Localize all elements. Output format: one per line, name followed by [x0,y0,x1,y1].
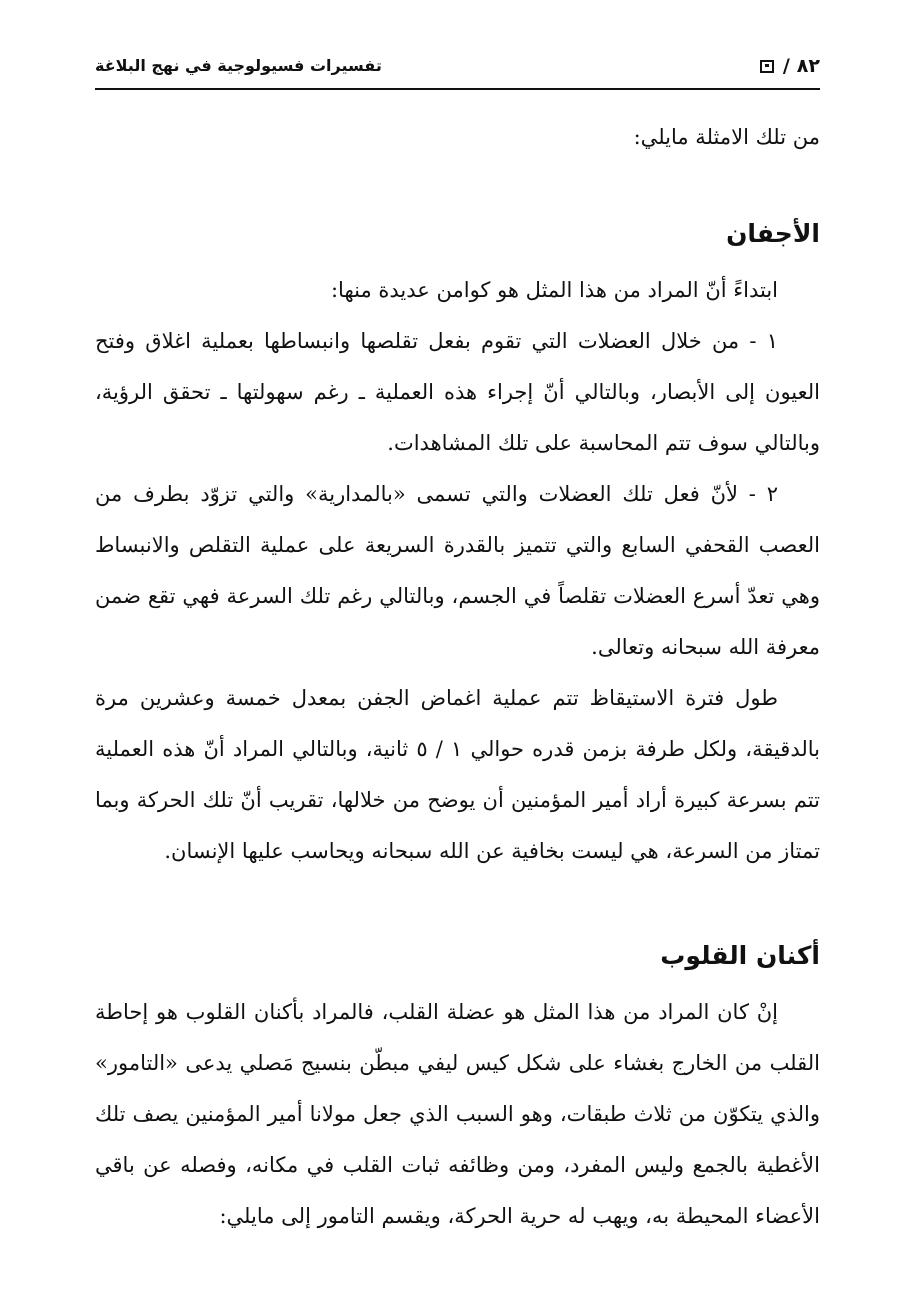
running-header [95,48,820,90]
paragraph: ابتداءً أنّ المراد من هذا المثل هو كوامن عديدة منها: [330,278,778,302]
paragraph: طول فترة الاستيقاظ تتم عملية اغماض الجفن بمعدل خمسة وعشرين مرة بالدقيقة، ولكل طرفة بزمن قدره حوالي ١ / ٥ ثانية، وبالتالي المراد أنّ هذه العملية تتم بسرعة كبيرة أراد أمير المؤمنين أن يوضح من خلالها، تقريب أنّ تلك الحركة وبما تمتاز من السرعة، هي ليست بخافية عن الله سبحانه ويحاسب عليها الإنسان. [95,686,820,863]
section-heading-eyelids: الأجفان [726,219,820,248]
paragraph: إنْ كان المراد من هذا المثل هو عضلة القلب، فالمراد بأكنان القلوب هو إحاطة القلب من الخارج بغشاء على شكل كيس ليفي مبطّن بنسيج مَصلي يدعى «التامور» والذي يتكوّن من ثلاث طبقات، وهو السبب الذي جعل مولانا أمير المؤمنين يصف تلك الأغطية بالجمع وليس المفرد، ومن وظائفه ثبات القلب في مكانه، وفصله عن باقي الأعضاء المحيطة به، ويهب له حرية الحركة، ويقسم التامور إلى مايلي: [95,1000,820,1228]
page-ornament-icon [760,60,774,73]
page-number-block [760,48,820,84]
page-body [95,112,820,1242]
intro-line: من تلك الامثلة مايلي: [633,125,820,149]
paragraph: ٢ - لأنّ فعل تلك العضلات والتي تسمى «بالمدارية» والتي تزوّد بطرف من العصب القحفي السابع والتي تتميز بالقدرة السريعة على عملية التقلص والانبساط وهي تعدّ أسرع العضلات تقلصاً في الجسم، وبالتالي رغم تلك السرعة فهي تقع ضمن معرفة الله سبحانه وتعالى. [95,482,820,659]
section-heading-hearts: أكنان القلوب [660,941,820,970]
page-number: ٨٢ [796,55,820,77]
page-number-separator: / [782,55,790,77]
book-title: تفسيرات فسيولوجية في نهج البلاغة [95,56,382,75]
paragraph: ١ - من خلال العضلات التي تقوم بفعل تقلصها وانبساطها بعملية اغلاق وفتح العيون إلى الأبصار، وبالتالي أنّ إجراء هذه العملية ـ رغم سهولتها ـ تحقق الرؤية، وبالتالي سوف تتم المحاسبة على تلك المشاهدات. [95,329,820,455]
